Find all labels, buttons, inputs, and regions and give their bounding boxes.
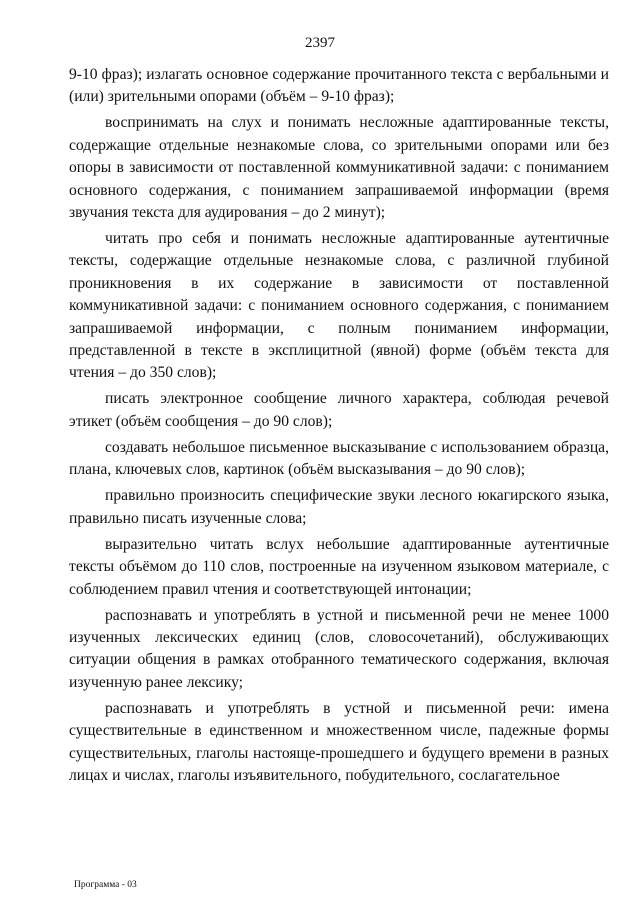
footer-program-label: Программа - 03 xyxy=(74,880,137,890)
paragraph-email-writing: писать электронное сообщение личного характера, соблюдая речевой этикет (объём сообщения – до 90 слов); xyxy=(69,390,609,430)
paragraph-pronunciation: правильно произносить специфические звуки лесного юкагирского языка, правильно писать изученные слова; xyxy=(69,487,609,527)
paragraph-continuation: 9-10 фраз); излагать основное содержание прочитанного текста с вербальными и (или) зрительными опорами (объём – 9-10 фраз); xyxy=(69,66,609,106)
document-body xyxy=(69,64,609,791)
page-number: 2397 xyxy=(305,35,335,51)
paragraph-reading-aloud: выразительно читать вслух небольшие адаптированные аутентичные тексты объёмом до 110 слов, построенные на изученном языковом материале, с соблюдением правил чтения и соответствующей интонации; xyxy=(69,535,609,598)
paragraph-grammar: распознавать и употреблять в устной и письменной речи: имена существительные в единственном и множественном числе, падежные формы существительных, глаголы настояще-прошедшего и будущего времени в разных лицах и числах, глаголы изъявительного, побудительного, сослагательное xyxy=(69,699,609,784)
paragraph-reading: читать про себя и понимать несложные адаптированные аутентичные тексты, содержащие отдельные незнакомые слова, с различной глубиной проникновения в их содержание в зависимости от поставленной коммуникативной задачи: с пониманием основного содержания, с пониманием запрашиваемой информации, с полным пониманием информации, представленной в тексте в эксплицитной (явной) форме (объём текста для чтения – до 350 слов); xyxy=(69,230,609,382)
paragraph-listening: воспринимать на слух и понимать несложные адаптированные тексты, содержащие отдельные незнакомые слова, со зрительными опорами или без опоры в зависимости от поставленной коммуникативной задачи: с пониманием основного содержания, с пониманием запрашиваемой информации (время звучания текста для аудирования – до 2 минут); xyxy=(69,114,609,222)
paragraph-written-statement: создавать небольшое письменное высказывание с использованием образца, плана, ключевых слов, картинок (объём высказывания – до 90 слов); xyxy=(69,438,609,479)
paragraph-vocabulary: распознавать и употреблять в устной и письменной речи не менее 1000 изученных лексических единиц (слов, словосочетаний), обслуживающих ситуации общения в рамках отобранного тематического содержания, включая изученную ранее лексику; xyxy=(69,606,609,691)
